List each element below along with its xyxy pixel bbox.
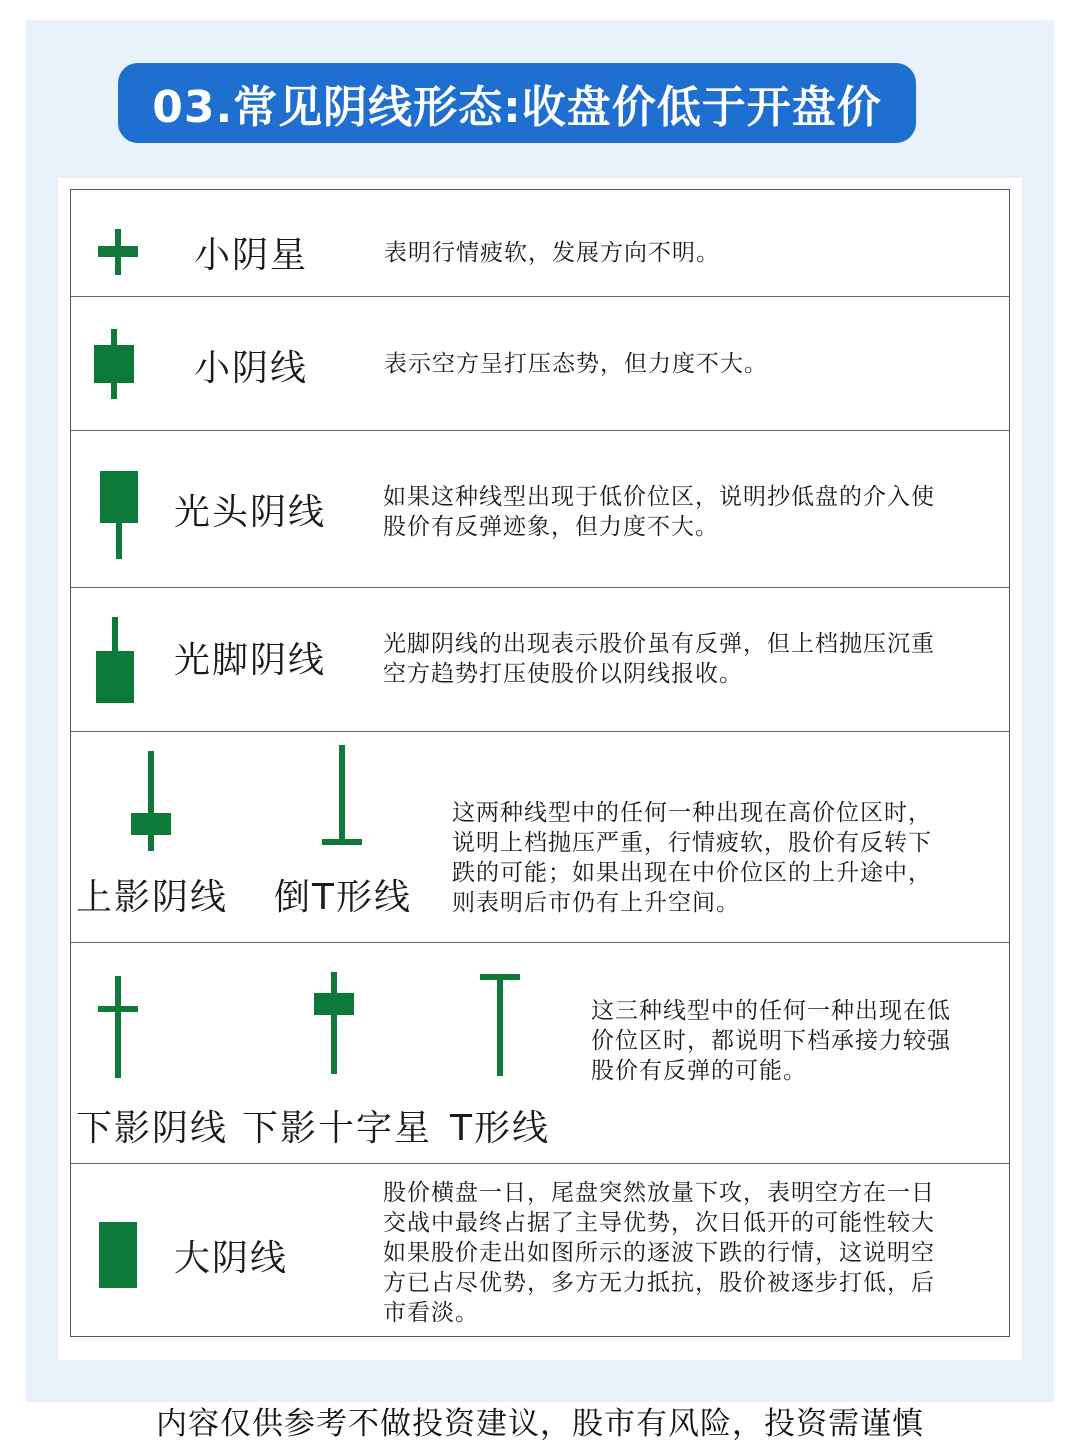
pattern-name: 小阴星: [194, 235, 309, 276]
pattern-name: 上影阴线: [76, 877, 229, 918]
small-doji-candle-icon: [98, 229, 138, 277]
pattern-name: 光脚阴线: [174, 640, 327, 681]
table-row: [70, 943, 1010, 1164]
lower-shadow-doji-candle-icon: [314, 972, 354, 1076]
pattern-description: 股价横盘一日，尾盘突然放量下攻，表明空方在一日 交战中最终占据了主导优势，次日低开的可能性较大 如果股价走出如图所示的逐波下跌的行情，这说明空 方已占尽优势，多方无力抵抗，股价被逐步打低，后 市看淡。: [383, 1180, 935, 1326]
table-row: [70, 588, 1010, 732]
pattern-description: 如果这种线型出现于低价位区，说明抄低盘的介入使 股价有反弹迹象，但力度不大。: [383, 484, 935, 540]
t-shaped-candle-icon: [480, 974, 520, 1078]
table-row: [70, 431, 1010, 588]
table-row: [70, 297, 1010, 431]
table-row: [70, 189, 1010, 297]
big-bearish-candle-icon: [99, 1222, 137, 1288]
upper-shadow-bearish-candle-icon: [131, 751, 171, 853]
pattern-name: T形线: [450, 1108, 550, 1149]
small-bearish-candle-icon: [94, 329, 134, 399]
pattern-name: 倒T形线: [274, 877, 412, 918]
disclaimer-text: 内容仅供参考不做投资建议，股市有风险，投资需谨慎: [156, 1406, 924, 1442]
pattern-description: 表示空方呈打压态势，但力度不大。: [384, 351, 768, 377]
pattern-name: 小阴线: [194, 348, 309, 389]
pattern-name: 光头阴线: [174, 492, 327, 533]
table-row: [70, 732, 1010, 943]
inverted-t-candle-icon: [322, 745, 362, 847]
shaven-bottom-bearish-candle-icon: [96, 617, 134, 703]
pattern-description: 光脚阴线的出现表示股价虽有反弹，但上档抛压沉重 空方趋势打压使股价以阴线报收。: [383, 631, 935, 687]
lower-shadow-bearish-candle-icon: [98, 976, 138, 1080]
pattern-description: 这两种线型中的任何一种出现在高价位区时， 说明上档抛压严重，行情疲软，股价有反转下 跌的可能；如果出现在中价位区的上升途中， 则表明后市仍有上升空间。: [452, 800, 932, 916]
page-title: 03.常见阴线形态:收盘价低于开盘价: [118, 63, 916, 143]
pattern-name: 下影十字星: [242, 1108, 433, 1149]
table-row: [70, 1164, 1010, 1336]
pattern-description: 这三种线型中的任何一种出现在低 价位区时，都说明下档承接力较强 股价有反弹的可能。: [591, 998, 951, 1084]
pattern-name: 下影阴线: [76, 1108, 229, 1149]
pattern-description: 表明行情疲软，发展方向不明。: [384, 240, 720, 266]
shaven-head-bearish-candle-icon: [100, 471, 138, 559]
pattern-name: 大阴线: [174, 1238, 289, 1279]
